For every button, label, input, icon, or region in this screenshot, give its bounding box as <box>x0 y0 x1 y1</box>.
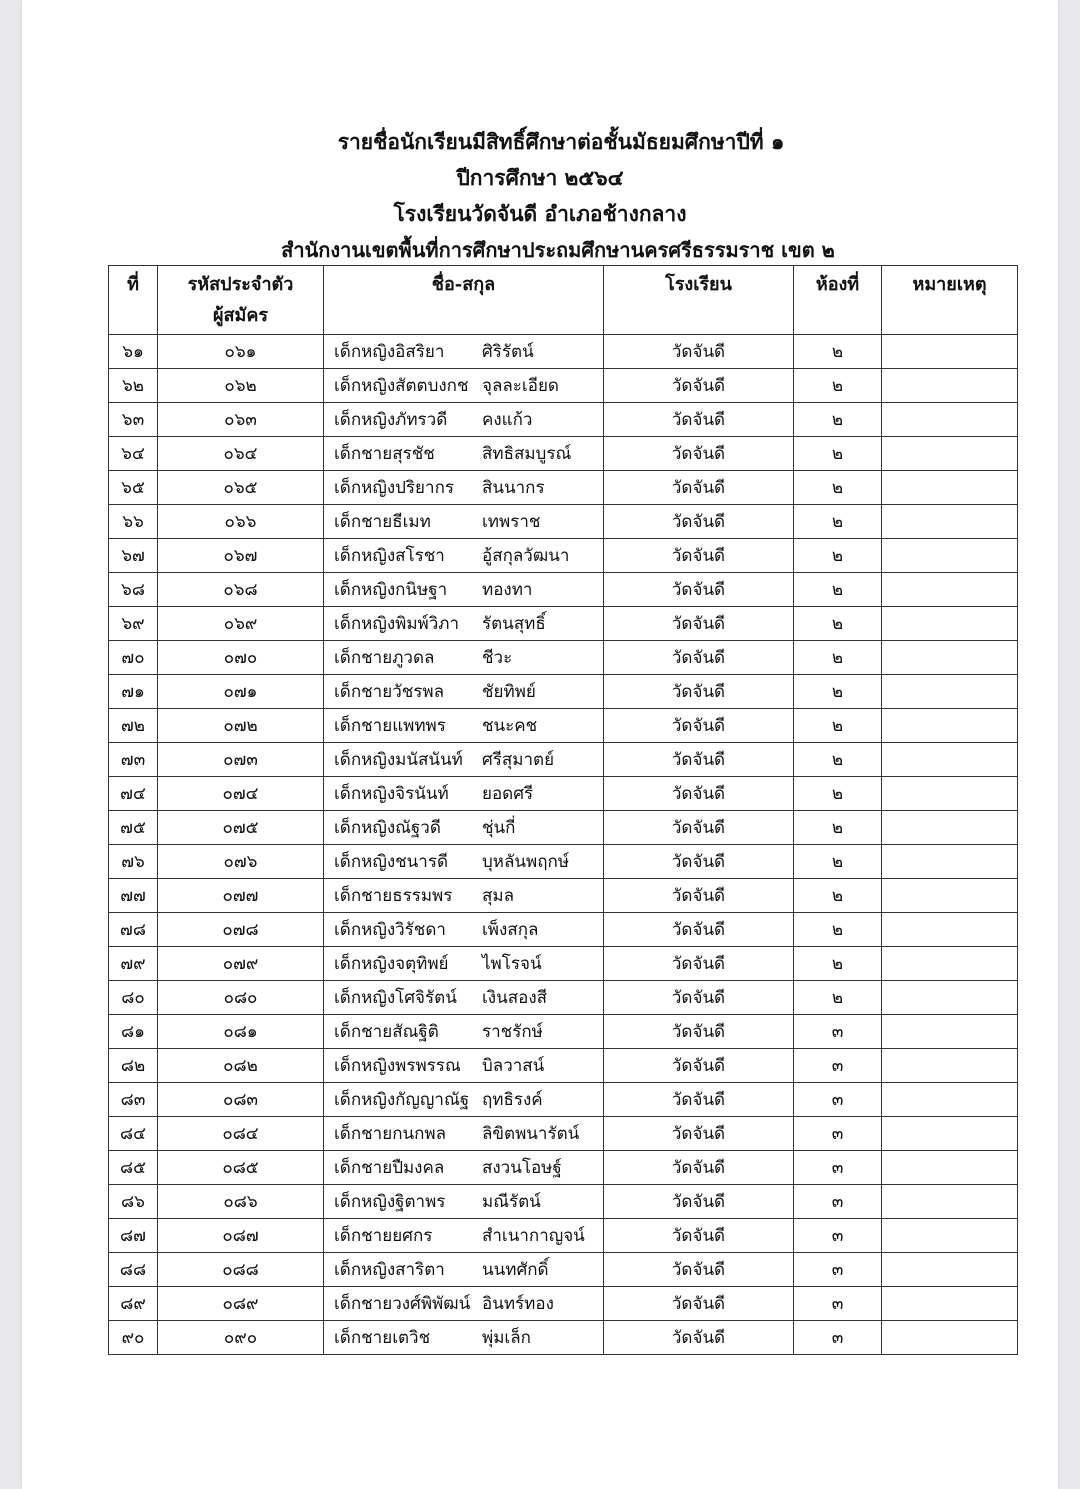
document-header <box>0 124 1080 268</box>
cell-room: ๒ <box>794 777 882 811</box>
cell-name <box>324 947 604 981</box>
cell-first-name: เด็กชายภูวดล <box>334 648 435 668</box>
cell-name <box>324 1117 604 1151</box>
cell-first-name: เด็กหญิงอิสริยา <box>334 342 445 362</box>
cell-last-name: เงินสองสี <box>482 988 547 1008</box>
cell-room: ๓ <box>794 1219 882 1253</box>
cell-room: ๒ <box>794 675 882 709</box>
header-code-line-2: ผู้สมัคร <box>212 305 269 326</box>
cell-remark <box>882 437 1018 471</box>
table-row <box>109 709 1018 743</box>
cell-remark <box>882 335 1018 369</box>
cell-code: ๐๘๖ <box>158 1185 324 1219</box>
header-applicant-code <box>158 266 324 335</box>
cell-no: ๘๘ <box>109 1253 158 1287</box>
cell-code: ๐๗๐ <box>158 641 324 675</box>
cell-first-name: เด็กหญิงสโรชา <box>334 546 445 566</box>
cell-last-name: สินนากร <box>482 478 545 498</box>
cell-last-name: ศิริรัตน์ <box>482 342 534 362</box>
cell-remark <box>882 1083 1018 1117</box>
cell-first-name: เด็กชายวัชรพล <box>334 682 445 702</box>
cell-first-name: เด็กชายปืมงคล <box>334 1158 445 1178</box>
cell-first-name: เด็กชายสัณฐิติ <box>334 1022 439 1042</box>
cell-remark <box>882 777 1018 811</box>
table-row <box>109 437 1018 471</box>
cell-name <box>324 437 604 471</box>
cell-no: ๘๔ <box>109 1117 158 1151</box>
cell-room: ๒ <box>794 607 882 641</box>
cell-school: วัดจันดี <box>604 369 794 403</box>
cell-remark <box>882 505 1018 539</box>
cell-remark <box>882 675 1018 709</box>
table-row <box>109 1219 1018 1253</box>
cell-last-name: คงแก้ว <box>482 410 533 430</box>
cell-name <box>324 369 604 403</box>
cell-name <box>324 913 604 947</box>
table-row <box>109 573 1018 607</box>
cell-code: ๐๘๕ <box>158 1151 324 1185</box>
cell-last-name: มณีรัตน์ <box>482 1192 541 1212</box>
cell-remark <box>882 981 1018 1015</box>
cell-no: ๗๙ <box>109 947 158 981</box>
cell-code: ๐๘๙ <box>158 1287 324 1321</box>
title-line-2: ปีการศึกษา ๒๕๖๔ <box>456 165 624 190</box>
cell-school: วัดจันดี <box>604 471 794 505</box>
cell-last-name: ลิขิตพนารัตน์ <box>482 1124 580 1144</box>
cell-name <box>324 607 604 641</box>
cell-first-name: เด็กชายเตวิช <box>334 1328 431 1348</box>
cell-code: ๐๗๘ <box>158 913 324 947</box>
cell-no: ๘๑ <box>109 1015 158 1049</box>
cell-code: ๐๗๓ <box>158 743 324 777</box>
table-row <box>109 607 1018 641</box>
cell-room: ๓ <box>794 1287 882 1321</box>
cell-no: ๙๐ <box>109 1321 158 1355</box>
cell-school: วัดจันดี <box>604 1049 794 1083</box>
cell-last-name: สุมล <box>482 886 514 906</box>
cell-code: ๐๖๖ <box>158 505 324 539</box>
cell-room: ๒ <box>794 811 882 845</box>
cell-first-name: เด็กหญิงภัทรวดี <box>334 410 448 430</box>
cell-no: ๗๒ <box>109 709 158 743</box>
table-row <box>109 743 1018 777</box>
cell-code: ๐๖๗ <box>158 539 324 573</box>
cell-name <box>324 879 604 913</box>
cell-last-name: รัตนสุทธิ์ <box>482 614 546 634</box>
cell-first-name: เด็กหญิงสัตตบงกช <box>334 376 469 396</box>
cell-school: วัดจันดี <box>604 1015 794 1049</box>
cell-code: ๐๘๗ <box>158 1219 324 1253</box>
cell-last-name: เทพราช <box>482 512 541 532</box>
cell-room: ๒ <box>794 947 882 981</box>
table-row <box>109 981 1018 1015</box>
cell-name <box>324 1083 604 1117</box>
table-row <box>109 505 1018 539</box>
cell-last-name: พุ่มเล็ก <box>482 1328 531 1348</box>
cell-no: ๖๕ <box>109 471 158 505</box>
cell-first-name: เด็กชายวงศ์พิพัฒน์ <box>334 1294 471 1314</box>
table-row <box>109 1151 1018 1185</box>
cell-last-name: อู้สกุลวัฒนา <box>482 546 570 566</box>
cell-room: ๓ <box>794 1083 882 1117</box>
cell-name <box>324 641 604 675</box>
cell-remark <box>882 403 1018 437</box>
cell-no: ๘๖ <box>109 1185 158 1219</box>
cell-school: วัดจันดี <box>604 607 794 641</box>
cell-code: ๐๗๑ <box>158 675 324 709</box>
cell-room: ๒ <box>794 879 882 913</box>
cell-no: ๘๗ <box>109 1219 158 1253</box>
cell-room: ๒ <box>794 845 882 879</box>
cell-name <box>324 403 604 437</box>
cell-last-name: อินทร์ทอง <box>482 1294 554 1314</box>
cell-first-name: เด็กชายสุรชัช <box>334 444 435 464</box>
cell-no: ๘๐ <box>109 981 158 1015</box>
cell-school: วัดจันดี <box>604 403 794 437</box>
cell-code: ๐๖๓ <box>158 403 324 437</box>
cell-name <box>324 1015 604 1049</box>
cell-last-name: ยอดศรี <box>482 784 534 804</box>
cell-name <box>324 539 604 573</box>
cell-remark <box>882 1287 1018 1321</box>
cell-school: วัดจันดี <box>604 1253 794 1287</box>
cell-no: ๖๔ <box>109 437 158 471</box>
cell-first-name: เด็กหญิงโศจิรัตน์ <box>334 988 457 1008</box>
cell-last-name: จุลละเอียด <box>482 376 559 396</box>
cell-remark <box>882 1015 1018 1049</box>
cell-remark <box>882 709 1018 743</box>
header-room: ห้องที่ <box>794 266 882 335</box>
cell-remark <box>882 1049 1018 1083</box>
cell-no: ๖๑ <box>109 335 158 369</box>
cell-remark <box>882 641 1018 675</box>
cell-room: ๒ <box>794 437 882 471</box>
cell-name <box>324 1151 604 1185</box>
cell-no: ๖๒ <box>109 369 158 403</box>
cell-last-name: ทองทา <box>482 580 533 600</box>
cell-school: วัดจันดี <box>604 437 794 471</box>
cell-code: ๐๘๒ <box>158 1049 324 1083</box>
table-row <box>109 777 1018 811</box>
cell-no: ๗๑ <box>109 675 158 709</box>
cell-school: วัดจันดี <box>604 1185 794 1219</box>
header-remark: หมายเหตุ <box>882 266 1018 335</box>
cell-first-name: เด็กหญิงวิรัชดา <box>334 920 446 940</box>
header-code-line-1: รหัสประจำตัว <box>187 274 294 295</box>
cell-no: ๘๙ <box>109 1287 158 1321</box>
cell-remark <box>882 1185 1018 1219</box>
cell-remark <box>882 539 1018 573</box>
cell-remark <box>882 573 1018 607</box>
cell-last-name: บิลวาสน์ <box>482 1056 545 1076</box>
cell-first-name: เด็กหญิงสาริตา <box>334 1260 445 1280</box>
cell-remark <box>882 471 1018 505</box>
cell-code: ๐๖๙ <box>158 607 324 641</box>
cell-last-name: ฤทธิรงค์ <box>482 1090 543 1110</box>
cell-room: ๒ <box>794 641 882 675</box>
cell-room: ๒ <box>794 335 882 369</box>
cell-no: ๗๖ <box>109 845 158 879</box>
cell-school: วัดจันดี <box>604 641 794 675</box>
cell-first-name: เด็กชายแพทพร <box>334 716 446 736</box>
cell-name <box>324 1321 604 1355</box>
cell-school: วัดจันดี <box>604 845 794 879</box>
cell-room: ๒ <box>794 913 882 947</box>
cell-room: ๓ <box>794 1253 882 1287</box>
cell-no: ๘๕ <box>109 1151 158 1185</box>
table-row <box>109 913 1018 947</box>
cell-code: ๐๘๔ <box>158 1117 324 1151</box>
cell-school: วัดจันดี <box>604 675 794 709</box>
cell-room: ๓ <box>794 1321 882 1355</box>
cell-last-name: นนทศักดิ์ <box>482 1260 549 1280</box>
table-row <box>109 1049 1018 1083</box>
cell-code: ๐๘๘ <box>158 1253 324 1287</box>
table-row <box>109 335 1018 369</box>
table-row <box>109 1185 1018 1219</box>
cell-first-name: เด็กหญิงพรพรรณ <box>334 1056 461 1076</box>
table-row <box>109 1117 1018 1151</box>
cell-first-name: เด็กหญิงปริยากร <box>334 478 454 498</box>
table-row <box>109 1083 1018 1117</box>
cell-remark <box>882 1117 1018 1151</box>
cell-school: วัดจันดี <box>604 1321 794 1355</box>
cell-name <box>324 1253 604 1287</box>
header-school: โรงเรียน <box>604 266 794 335</box>
cell-school: วัดจันดี <box>604 777 794 811</box>
cell-code: ๐๘๐ <box>158 981 324 1015</box>
cell-last-name: ศรีสุมาตย์ <box>482 750 555 770</box>
table-row <box>109 845 1018 879</box>
cell-school: วัดจันดี <box>604 879 794 913</box>
cell-room: ๒ <box>794 743 882 777</box>
header-name: ชื่อ-สกุล <box>324 266 604 335</box>
cell-name <box>324 1185 604 1219</box>
cell-last-name: สำเนากาญจน์ <box>482 1226 585 1246</box>
cell-no: ๗๕ <box>109 811 158 845</box>
cell-last-name: บุหลันพฤกษ์ <box>482 852 570 872</box>
cell-no: ๗๓ <box>109 743 158 777</box>
cell-school: วัดจันดี <box>604 811 794 845</box>
cell-school: วัดจันดี <box>604 981 794 1015</box>
cell-first-name: เด็กหญิงมนัสนันท์ <box>334 750 463 770</box>
cell-school: วัดจันดี <box>604 709 794 743</box>
cell-school: วัดจันดี <box>604 505 794 539</box>
cell-name <box>324 981 604 1015</box>
table-row <box>109 471 1018 505</box>
cell-code: ๐๗๕ <box>158 811 324 845</box>
cell-code: ๐๖๕ <box>158 471 324 505</box>
cell-code: ๐๖๒ <box>158 369 324 403</box>
student-list-table <box>108 265 1018 1355</box>
cell-name <box>324 1287 604 1321</box>
cell-code: ๐๗๔ <box>158 777 324 811</box>
cell-remark <box>882 879 1018 913</box>
title-line-4: สำนักงานเขตพื้นที่การศึกษาประถมศึกษานครศรีธรรมราช เขต ๒ <box>281 238 835 262</box>
cell-last-name: ไพโรจน์ <box>482 954 542 974</box>
cell-name <box>324 471 604 505</box>
title-line-1: รายชื่อนักเรียนมีสิทธิ์ศึกษาต่อชั้นมัธยมศึกษาปีที่ ๑ <box>337 129 785 154</box>
cell-remark <box>882 913 1018 947</box>
cell-name <box>324 1049 604 1083</box>
cell-first-name: เด็กหญิงชนารดี <box>334 852 449 872</box>
cell-no: ๖๓ <box>109 403 158 437</box>
cell-first-name: เด็กชายยศกร <box>334 1226 433 1246</box>
cell-last-name: ราชรักษ์ <box>482 1022 543 1042</box>
cell-no: ๘๓ <box>109 1083 158 1117</box>
cell-last-name: สงวนโอษฐ์ <box>482 1158 562 1178</box>
cell-first-name: เด็กหญิงกัญญาณัฐ <box>334 1090 470 1110</box>
cell-school: วัดจันดี <box>604 947 794 981</box>
cell-remark <box>882 607 1018 641</box>
cell-remark <box>882 743 1018 777</box>
title-line-3: โรงเรียนวัดจันดี อำเภอช้างกลาง <box>393 201 687 226</box>
cell-last-name: ชัยทิพย์ <box>482 682 536 702</box>
cell-no: ๗๘ <box>109 913 158 947</box>
cell-room: ๓ <box>794 1015 882 1049</box>
cell-code: ๐๗๖ <box>158 845 324 879</box>
cell-no: ๖๗ <box>109 539 158 573</box>
cell-last-name: สิทธิสมบูรณ์ <box>482 444 572 464</box>
cell-no: ๗๗ <box>109 879 158 913</box>
cell-name <box>324 1219 604 1253</box>
cell-first-name: เด็กหญิงจตุทิพย์ <box>334 954 449 974</box>
cell-room: ๓ <box>794 1049 882 1083</box>
cell-no: ๖๖ <box>109 505 158 539</box>
cell-code: ๐๖๑ <box>158 335 324 369</box>
cell-first-name: เด็กหญิงฐิตาพร <box>334 1192 446 1212</box>
cell-code: ๐๖๔ <box>158 437 324 471</box>
cell-room: ๒ <box>794 573 882 607</box>
table-row <box>109 1287 1018 1321</box>
cell-remark <box>882 1151 1018 1185</box>
cell-room: ๒ <box>794 369 882 403</box>
cell-name <box>324 675 604 709</box>
cell-remark <box>882 1321 1018 1355</box>
cell-name <box>324 811 604 845</box>
cell-no: ๘๒ <box>109 1049 158 1083</box>
cell-school: วัดจันดี <box>604 1083 794 1117</box>
cell-school: วัดจันดี <box>604 913 794 947</box>
table-row <box>109 403 1018 437</box>
cell-last-name: ชนะคช <box>482 716 538 736</box>
table-row <box>109 641 1018 675</box>
cell-school: วัดจันดี <box>604 1117 794 1151</box>
cell-room: ๓ <box>794 1185 882 1219</box>
table-header-row <box>109 266 1018 335</box>
cell-school: วัดจันดี <box>604 539 794 573</box>
cell-code: ๐๗๙ <box>158 947 324 981</box>
cell-room: ๒ <box>794 505 882 539</box>
cell-first-name: เด็กชายธรรมพร <box>334 886 453 906</box>
table-row <box>109 1015 1018 1049</box>
cell-room: ๒ <box>794 471 882 505</box>
cell-school: วัดจันดี <box>604 335 794 369</box>
cell-no: ๖๙ <box>109 607 158 641</box>
cell-code: ๐๖๘ <box>158 573 324 607</box>
cell-no: ๗๔ <box>109 777 158 811</box>
table-row <box>109 879 1018 913</box>
cell-code: ๐๗๗ <box>158 879 324 913</box>
table-row <box>109 1321 1018 1355</box>
cell-remark <box>882 1253 1018 1287</box>
table-row <box>109 947 1018 981</box>
cell-name <box>324 743 604 777</box>
cell-remark <box>882 947 1018 981</box>
cell-no: ๗๐ <box>109 641 158 675</box>
cell-remark <box>882 845 1018 879</box>
cell-code: ๐๘๑ <box>158 1015 324 1049</box>
cell-last-name: เพ็งสกุล <box>482 920 539 940</box>
table-row <box>109 369 1018 403</box>
table-row <box>109 811 1018 845</box>
cell-name <box>324 573 604 607</box>
cell-room: ๒ <box>794 709 882 743</box>
cell-school: วัดจันดี <box>604 1287 794 1321</box>
cell-remark <box>882 1219 1018 1253</box>
cell-name <box>324 845 604 879</box>
cell-school: วัดจันดี <box>604 1151 794 1185</box>
cell-first-name: เด็กหญิงณัฐวดี <box>334 818 441 838</box>
cell-name <box>324 777 604 811</box>
table-row <box>109 539 1018 573</box>
cell-first-name: เด็กหญิงกนิษฐา <box>334 580 448 600</box>
cell-school: วัดจันดี <box>604 573 794 607</box>
cell-first-name: เด็กชายกนกพล <box>334 1124 447 1144</box>
cell-code: ๐๙๐ <box>158 1321 324 1355</box>
cell-name <box>324 505 604 539</box>
cell-name <box>324 709 604 743</box>
cell-school: วัดจันดี <box>604 743 794 777</box>
cell-code: ๐๗๒ <box>158 709 324 743</box>
cell-room: ๒ <box>794 403 882 437</box>
cell-last-name: ชุ่นกี่ <box>482 818 516 838</box>
cell-room: ๓ <box>794 1117 882 1151</box>
cell-name <box>324 335 604 369</box>
cell-room: ๒ <box>794 539 882 573</box>
header-no: ที่ <box>109 266 158 335</box>
cell-first-name: เด็กชายธีเมท <box>334 512 431 532</box>
cell-school: วัดจันดี <box>604 1219 794 1253</box>
cell-first-name: เด็กหญิงจิรนันท์ <box>334 784 449 804</box>
cell-remark <box>882 369 1018 403</box>
table-row <box>109 1253 1018 1287</box>
cell-remark <box>882 811 1018 845</box>
table-row <box>109 675 1018 709</box>
cell-room: ๓ <box>794 1151 882 1185</box>
cell-no: ๖๘ <box>109 573 158 607</box>
cell-room: ๒ <box>794 981 882 1015</box>
cell-last-name: ชีวะ <box>482 648 513 668</box>
cell-code: ๐๘๓ <box>158 1083 324 1117</box>
cell-first-name: เด็กหญิงพิมพ์วิภา <box>334 614 460 634</box>
